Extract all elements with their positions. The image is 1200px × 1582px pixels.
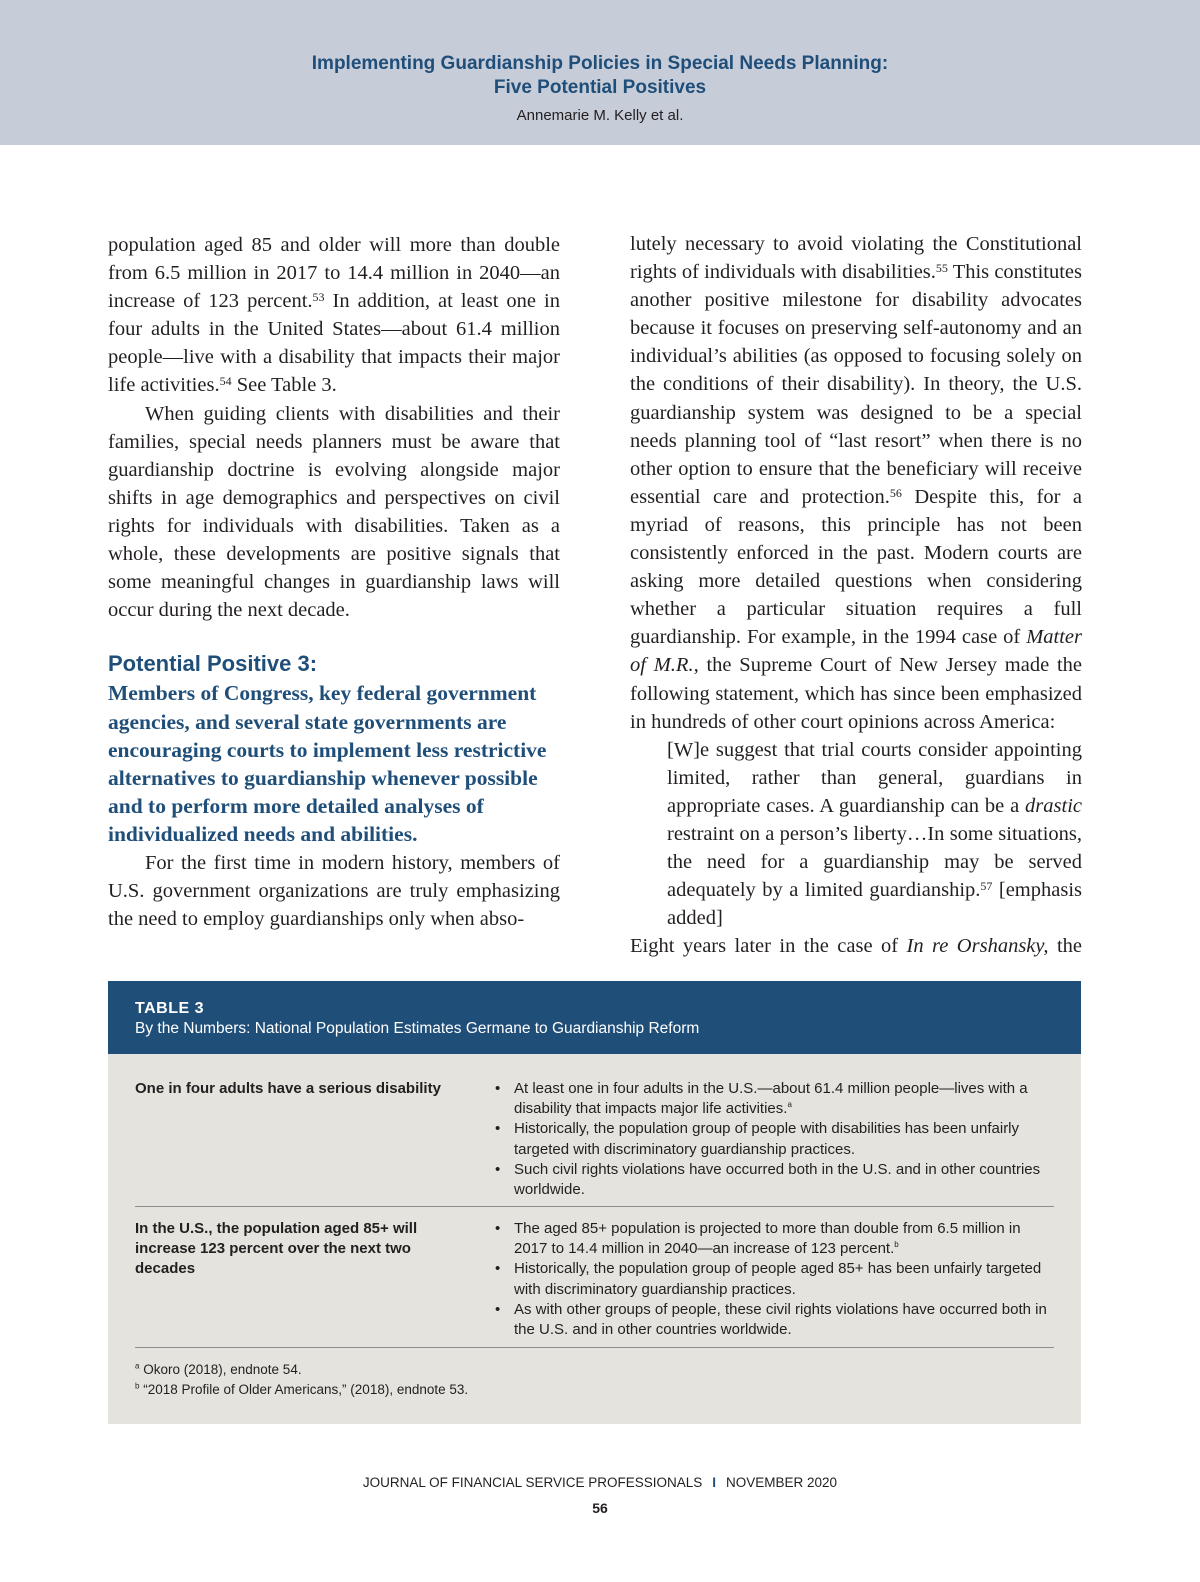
table-note: $^a$ Okoro (2018), endnote 54. (135, 1361, 302, 1377)
paragraph: population aged 85 and older will more than double from 6.5 million in 2017 to 14.4 million in 2040—an increase of 123 percent.$^{53}$ In addition, at least one in four adults in the United States—about 61.4 million people—live with a disability that impacts their major life activities.$^{54}$ See Table 3. (108, 234, 560, 397)
footnote-ref[interactable]: 53 (312, 290, 325, 305)
article-author: Annemarie M. Kelly et al. (516, 107, 684, 124)
list-item: • Historically, the population group of people with disabilities has been unfairly targeted with discriminatory guardianship practices. (495, 1119, 1055, 1159)
page-number: 56 (592, 1500, 608, 1516)
paragraph: For the first time in modern history, members of U.S. government organizations are truly emphasizing the need to employ guardianships only when abso- (108, 851, 560, 930)
table-note-ref[interactable]: b (894, 1240, 899, 1250)
running-header (0, 0, 1200, 145)
table-3 (108, 981, 1081, 1424)
table-header (108, 981, 1081, 1054)
running-footer (0, 1475, 1200, 1490)
case-name: In re Orshansky, (906, 935, 1049, 958)
footnote-ref[interactable]: 57 (980, 879, 993, 894)
row-bullets (495, 1079, 1055, 1200)
table-note-ref[interactable]: a (787, 1100, 792, 1110)
list-item: • Historically, the population group of people aged 85+ has been unfairly targeted with discriminatory guardianship practices. (495, 1259, 1055, 1299)
left-column (108, 231, 560, 933)
case-name: Matter of M.R., (630, 626, 1082, 677)
table-caption: By the Numbers: National Population Estimates Germane to Guardianship Reform (135, 1020, 700, 1037)
footnote-ref[interactable]: 56 (889, 485, 902, 500)
table-number: TABLE 3 (135, 1000, 204, 1017)
title-line-2: Five Potential Positives (493, 77, 707, 98)
row-divider (135, 1347, 1054, 1348)
footer-separator: I (712, 1475, 717, 1490)
table-notes (135, 1360, 468, 1400)
paragraph: lutely necessary to avoid violating the Constitutional rights of individuals with disabilities.$^{55}$ This constitutes another positive milestone for disability advocates because it focuses on preserving self-autonomy and an individual’s abilities (as opposed to focusing solely on the conditions of their disability). In theory, the U.S. guardianship system was designed to be a special needs planning tool of “last resort” when there is no other option to ensure that the beneficiary will receive essential care and protection.$^{56}$ Despite this, for a myriad of reasons, this principle has not been consistently enforced in the past. Modern courts are asking more detailed questions when considering whether a particular situation requires a full guardianship. For example, in the 1994 case of Matter of M.R., the Supreme Court of New Jersey made the following statement, which has since been emphasized in hundreds of other court opinions across America: (630, 233, 1083, 733)
paragraph: Eight years later in the case of In re Orshansky, the (630, 935, 1082, 958)
list-item: • At least one in four adults in the U.S.—about 61.4 million people—lives with a disability that impacts major life activities.$^a$ (495, 1079, 1055, 1119)
title-line-1: Implementing Guardianship Policies in Special Needs Planning: (311, 53, 889, 74)
section-subheading: Members of Congress, key federal government agencies, and several state governments are encouraging courts to implement less restrictive alternatives to guardianship whenever possible and to perform more detailed analyses of individualized needs and abilities. (108, 681, 547, 847)
journal-name: JOURNAL OF FINANCIAL SERVICE PROFESSIONALS (362, 1475, 703, 1490)
row-divider (135, 1206, 1054, 1207)
footnote-ref[interactable]: 54 (219, 374, 232, 389)
row-bullets (495, 1219, 1055, 1340)
list-item: • The aged 85+ population is projected to more than double from 6.5 million in 2017 to 14.4 million in 2040—an increase of 123 percent.$^b$ (495, 1219, 1055, 1259)
list-item: • Such civil rights violations have occurred both in the U.S. and in other countries worldwide. (495, 1160, 1055, 1200)
paragraph: When guiding clients with disabilities and their families, special needs planners must be aware that guardianship doctrine is evolving alongside major shifts in age demographics and perspectives on civil rights for individuals with disabilities. Taken as a whole, these developments are positive signals that some meaningful changes in guardianship laws will occur during the next decade. (108, 402, 560, 622)
right-column (630, 230, 1082, 960)
block-quote: [W]e suggest that trial courts consider appointing limited, rather than general, guardians in appropriate cases. A guardianship can be a drastic restraint on a person’s liberty…In some situations, the need for a guardianship may be served adequately by a limited guardianship.$^{57}$ [emphasis added] (667, 738, 1083, 930)
row-label: In the U.S., the population aged 85+ will increase 123 percent over the next two decades (135, 1220, 418, 1278)
section-heading: Potential Positive 3: (108, 651, 318, 677)
article-title (0, 52, 1200, 100)
footnote-ref[interactable]: 55 (935, 261, 948, 276)
row-label: One in four adults have a serious disability (135, 1080, 441, 1097)
issue-date: NOVEMBER 2020 (726, 1475, 838, 1490)
list-item: • As with other groups of people, these civil rights violations have occurred both in the U.S. and in other countries worldwide. (495, 1300, 1055, 1340)
table-note: $^b$ “2018 Profile of Older Americans,” (2018), endnote 53. (135, 1381, 469, 1397)
